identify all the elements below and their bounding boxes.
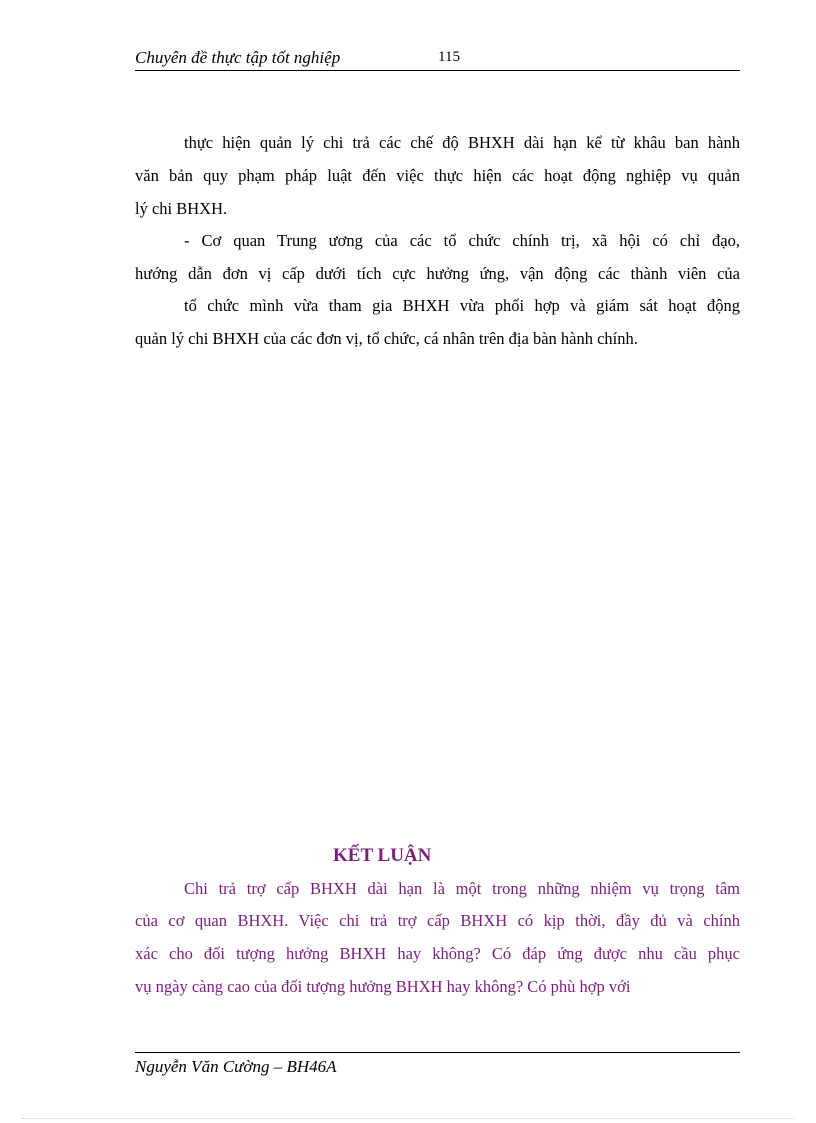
paragraph-2-line-4: quản lý chi BHXH của các đơn vị, tổ chức, cá nhân trên địa bàn hành chính. [135,329,638,348]
conclusion-line-2: của cơ quan BHXH. Việc chi trả trợ cấp BHXH có kịp thời, đầy đủ và chính [135,911,740,930]
conclusion-line-1: Chi trả trợ cấp BHXH dài hạn là một trong những nhiệm vụ trọng tâm [184,879,740,898]
footer-author: Nguyễn Văn Cường – BH46A [135,1057,337,1076]
paragraph-1-line-1: thực hiện quản lý chi trả các chế độ BHXH dài hạn kể từ khâu ban hành [184,133,740,152]
page-number: 115 [438,49,460,65]
paragraph-2-line-3: tổ chức mình vừa tham gia BHXH vừa phối hợp và giám sát hoạt động [184,296,740,315]
conclusion-line-4: vụ ngày càng cao của đối tượng hưởng BHXH hay không? Có phù hợp với [135,977,631,996]
header-title: Chuyên đề thực tập tốt nghiệp [135,48,341,67]
paragraph-2-line-2: hướng dẫn đơn vị cấp dưới tích cực hưởng ứng, vận động các thành viên của [135,264,740,283]
paragraph-1-line-3: lý chi BHXH. [135,199,228,218]
paragraph-1-line-2: văn bản quy phạm pháp luật đến việc thực hiện các hoạt động nghiệp vụ quản [135,166,740,185]
conclusion-line-3: xác cho đối tượng hưởng BHXH hay không? Có đáp ứng được nhu cầu phục [135,944,740,963]
footer-divider [135,1052,740,1053]
conclusion-heading: KẾT LUẬN [333,845,432,866]
header-divider [135,70,740,71]
paragraph-2-line-1: - Cơ quan Trung ương của các tổ chức chính trị, xã hội có chỉ đạo, [184,231,740,250]
page-bottom-border [22,1118,794,1119]
